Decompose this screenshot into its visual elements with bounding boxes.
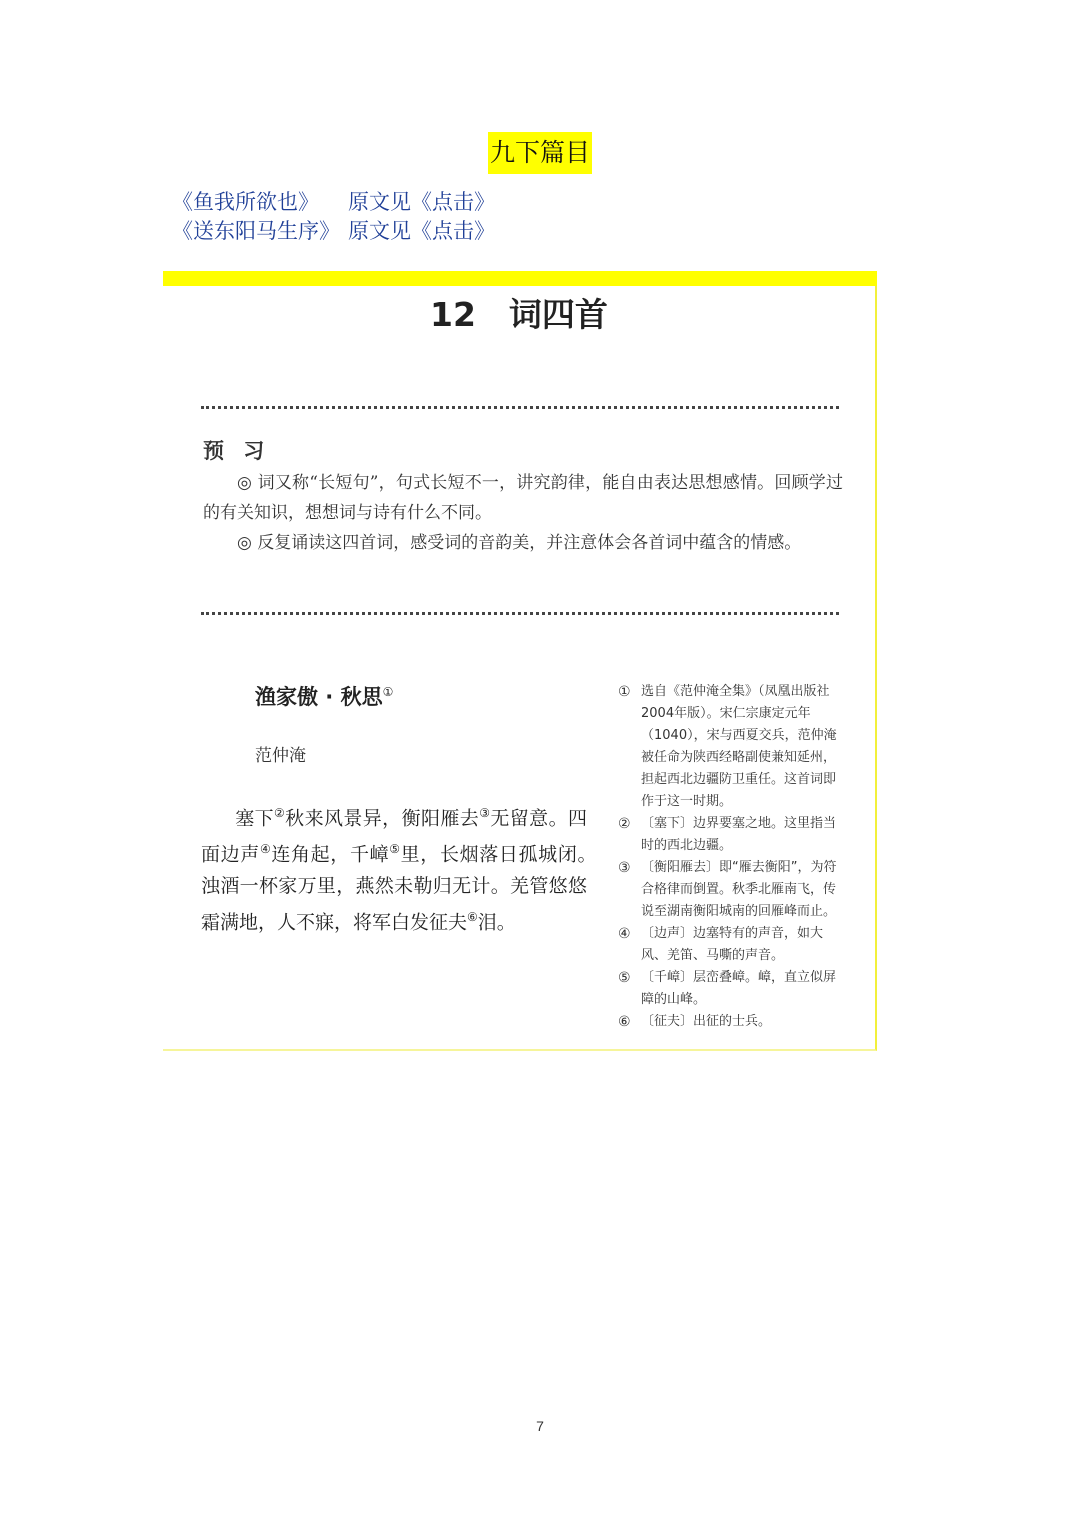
footnote-number: ① — [618, 684, 631, 700]
poem-segment: 秋来风景异，衡阳雁去 — [285, 807, 480, 830]
lesson-title: 12 词四首 — [430, 295, 608, 334]
footnote-marker: ⑤ — [389, 842, 401, 857]
footnote-number: ② — [618, 816, 631, 832]
link-title[interactable]: 《鱼我所欲也》 — [172, 190, 319, 214]
preview-heading: 预 习 — [203, 439, 271, 463]
poem-segment: 连角起，千嶂 — [271, 843, 390, 866]
footnote — [618, 967, 843, 1011]
poem-segment: 无留意。四面边声 — [201, 807, 587, 866]
footnote-marker: ⑥ — [467, 909, 478, 924]
footnote — [618, 857, 843, 923]
poem-author: 范仲淹 — [255, 746, 306, 766]
section-heading: 九下篇目 — [488, 132, 592, 174]
poem-segment: 里，长烟落日孤城闭。 浊酒一杯家万里，燕然未勒归无计。羌管悠悠霜满地，人不寐，将军白发征夫 — [201, 843, 606, 933]
link-title[interactable]: 《送东阳马生序》 — [172, 219, 340, 243]
original-text-link[interactable]: 原文见《点击》 — [348, 190, 495, 214]
poem-title — [255, 681, 393, 711]
footnote — [618, 1011, 843, 1033]
footnote-text: 〔千嶂〕层峦叠嶂。嶂，直立似屏障的山峰。 — [641, 970, 837, 1007]
footnote-text: 〔征夫〕出征的士兵。 — [641, 1014, 772, 1029]
footnote-number: ⑥ — [618, 1014, 631, 1030]
original-text-link[interactable]: 原文见《点击》 — [348, 219, 495, 243]
footnotes — [618, 681, 843, 1033]
link-row — [172, 217, 495, 246]
footnote-text: 〔塞下〕边界要塞之地。这里指当时的西北边疆。 — [641, 816, 837, 853]
footnote-marker: ② — [274, 806, 286, 820]
link-list — [172, 188, 495, 246]
textbook-page-image — [163, 271, 877, 1051]
footnote-number: ③ — [618, 860, 631, 876]
preview-paragraph: ◎ 反复诵读这四首词，感受词的音韵美，并注意体会各首词中蕴含的情感。 — [237, 533, 802, 553]
footnote-text: 〔衡阳雁去〕即“雁去衡阳”，为符合格律而倒置。秋季北雁南飞，传说至湖南衡阳城南的回雁峰而止。 — [641, 860, 837, 919]
poem-segment: 泪。 — [477, 910, 516, 933]
footnote-marker: ③ — [479, 806, 491, 820]
footnote-number: ④ — [618, 926, 631, 942]
poem-body — [201, 798, 606, 938]
poem-segment: 塞下 — [235, 807, 274, 830]
footnote-marker: ④ — [259, 842, 272, 857]
footnote-text: 〔边声〕边塞特有的声音，如大风、羌笛、马嘶的声音。 — [641, 926, 824, 963]
footnote — [618, 681, 843, 813]
footnote — [618, 923, 843, 967]
dotted-divider — [201, 406, 839, 409]
footnote-marker: ① — [382, 685, 394, 699]
dotted-divider — [201, 612, 839, 615]
preview-text — [203, 468, 843, 558]
footnote-text: 选自《范仲淹全集》（凤凰出版社2004年版）。宋仁宗康定元年（1040），宋与西夏交兵，范仲淹被任命为陕西经略副使兼知延州，担起西北边疆防卫重任。这首词即作于这一时期。 — [641, 684, 837, 809]
poem-title-text: 渔家傲 · 秋思 — [255, 685, 383, 709]
footnote — [618, 813, 843, 857]
link-row — [172, 188, 495, 217]
page-number: 7 — [536, 1418, 544, 1434]
footnote-number: ⑤ — [618, 970, 631, 986]
highlight-bar — [163, 271, 877, 286]
poem-stanza — [201, 798, 606, 938]
preview-paragraph: ◎ 词又称“长短句”，句式长短不一，讲究韵律，能自由表达思想感情。回顾学过的有关知识，想想词与诗有什么不同。 — [203, 473, 843, 523]
